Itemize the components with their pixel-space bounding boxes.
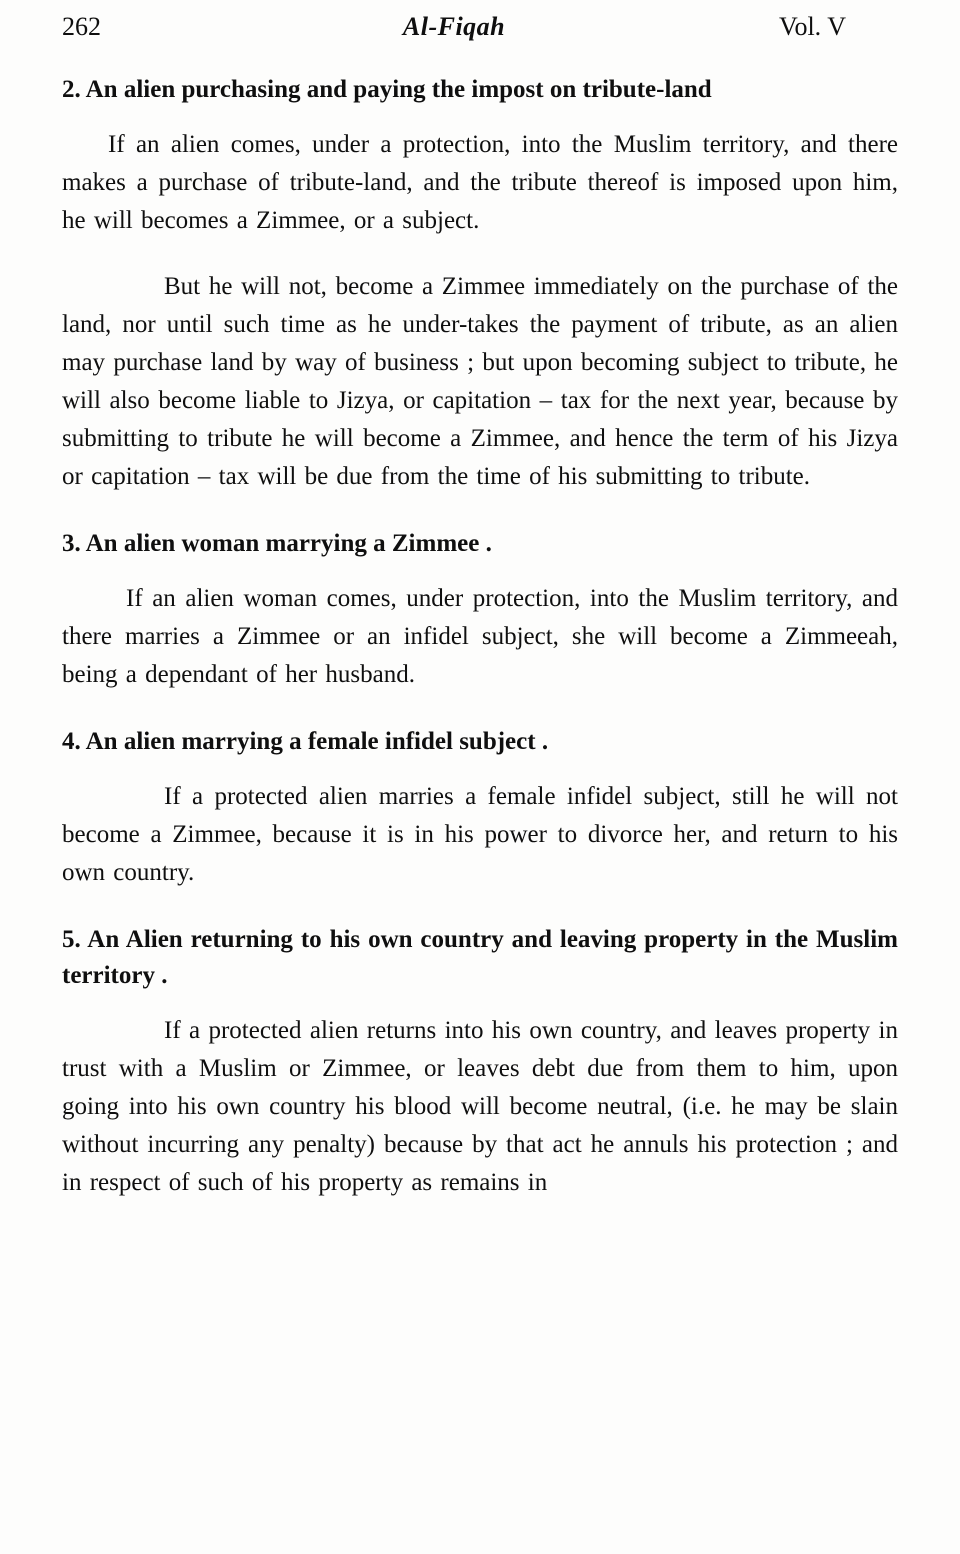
section-2-alien-purchasing-tribute-land [62,72,898,496]
section-5-alien-returning-to-own-country [62,922,898,1202]
page-header [62,12,898,42]
volume-label: Vol. V [779,12,846,41]
section-heading: 3. An alien woman marrying a Zimmee . [62,530,492,557]
paragraph: If a protected alien marries a female infidel subject, still he will not become a Zimmee, because it is in his power to divorce her, and return to his own country. [62,783,898,886]
paragraph: If a protected alien returns into his own country, and leaves property in trust with a Muslim or Zimmee, or leaves debt due from them to him, upon going into his own country his blood will become neutral, (i.e. he may be slain without incurring any penalty) because by that act he annuls his protection ; and in respect of such of his property as remains in [62,1017,898,1196]
page-number: 262 [62,12,101,41]
paragraph: If an alien woman comes, under protection, into the Muslim territory, and there marries a Zimmee or an infidel subject, she will become a Zimmeeah, being a dependant of her husband. [62,585,898,688]
section-heading: 5. An Alien returning to his own country and leaving property in the Muslim territory . [62,926,898,989]
paragraph: But he will not, become a Zimmee immediately on the purchase of the land, nor until such time as he under-takes the payment of tribute, as an alien may purchase land by way of business ; but upon becoming subject to tribute, he will also become liable to Jizya, or capitation – tax for the next year, because by submitting to tribute he will become a Zimmee, and hence the term of his Jizya or capitation – tax will be due from the time of his submitting to tribute. [62,273,898,490]
paragraph: If an alien comes, under a protection, into the Muslim territory, and there makes a purchase of tribute-land, and the tribute thereof is imposed upon him, he will becomes a Zimmee, or a subject. [62,131,898,234]
section-3-alien-woman-marrying-zimmee [62,526,898,694]
section-heading: 4. An alien marrying a female infidel subject . [62,728,549,755]
book-title: Al-Fiqah [402,12,506,41]
section-heading: 2. An alien purchasing and paying the impost on tribute-land [62,76,712,103]
section-4-alien-marrying-female-infidel-subject [62,724,898,892]
page-body [62,72,898,1202]
